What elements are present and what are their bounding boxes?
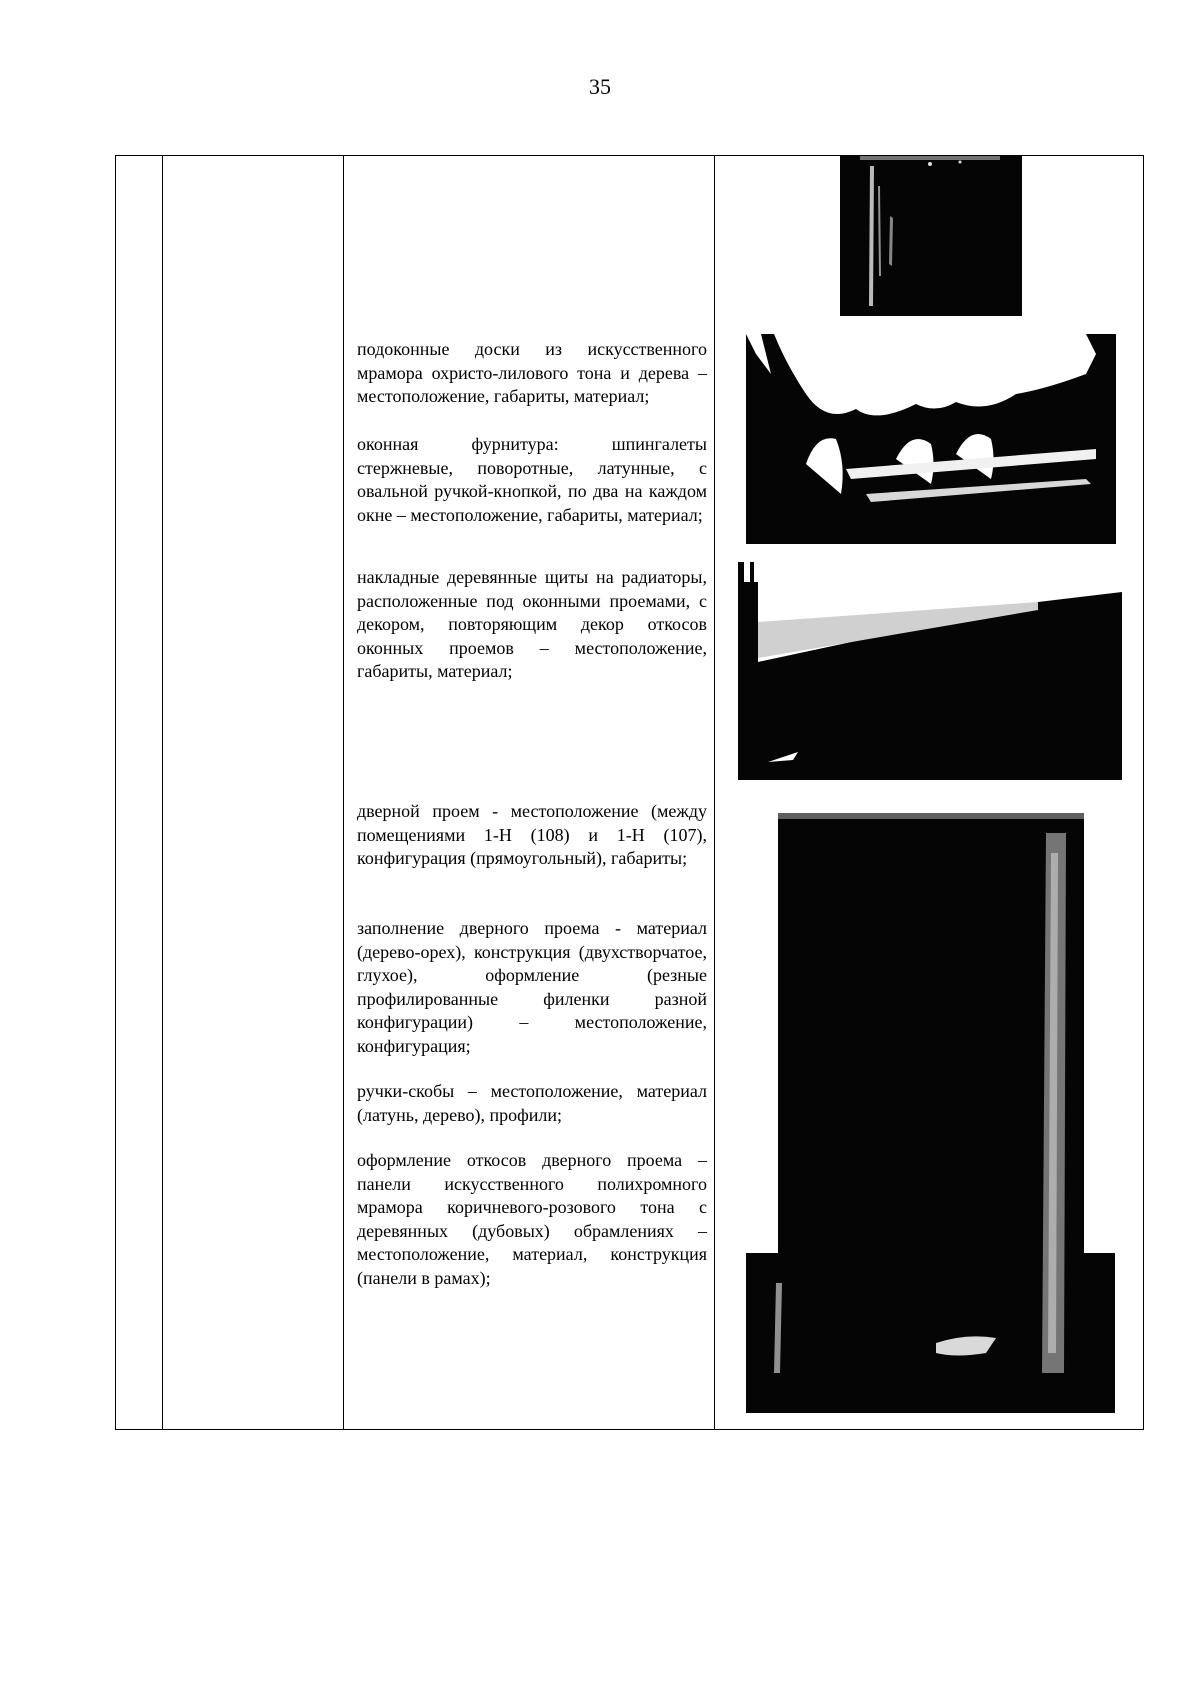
item-door-opening: дверной проем - местоположение (между помещениями 1-Н (108) и 1-Н (107), конфигурация (прямоугольный), габариты; [357, 801, 707, 868]
page-number: 35 [589, 74, 611, 99]
item-door-filling: заполнение дверного проема - материал (дерево-орех), конструкция (двухстворчатое, глухое), оформление (резные профилированные филенки разной конфигурации) – местоположение, конфигурация; [357, 918, 707, 1056]
column-divider [343, 156, 344, 1429]
item-door-handles: ручки-скобы – местоположение, материал (латунь, дерево), профили; [357, 1081, 707, 1125]
window-slope-photo [840, 156, 1022, 316]
item-door-slopes: оформление откосов дверного проема – панели искусственного полихромного мрамора коричневого-розового тона с деревянных (дубовых) обрамлениях – местоположение, материал, конструкция (панели в рамах); [357, 1150, 707, 1288]
item-radiator-panels: накладные деревянные щиты на радиаторы, расположенные под оконными проемами, с декором, повторяющим декор откосов оконных проемов – местоположение, габариты, материал; [357, 567, 707, 681]
item-window-hardware: оконная фурнитура: шпингалеты стержневые, поворотные, латунные, с овальной ручкой-кнопкой, по два на каждом окне – местоположение, габариты, материал; [357, 434, 707, 525]
window-sill-photo [746, 334, 1116, 544]
radiator-panel-photo [738, 562, 1122, 780]
item-window-sills: подоконные доски из искусственного мрамора охристо-лилового тона и дерева – местоположение, габариты, материал; [357, 339, 707, 406]
column-divider [162, 156, 163, 1429]
door-opening-photo [746, 813, 1115, 1413]
column-divider [714, 156, 715, 1429]
